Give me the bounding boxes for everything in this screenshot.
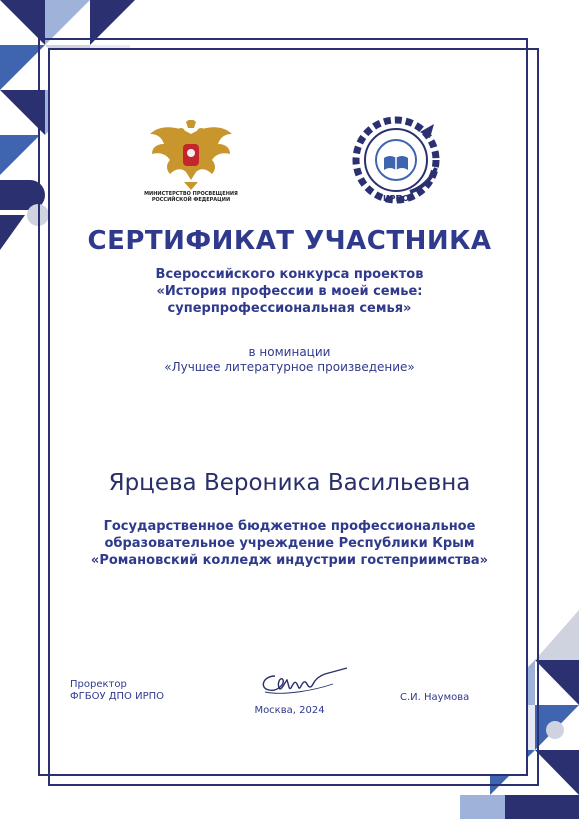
handwritten-signature	[255, 666, 350, 698]
contest-line-3: суперпрофессиональная семья»	[167, 301, 412, 316]
irpo-logo	[348, 112, 444, 208]
ministry-emblem-logo	[148, 120, 234, 192]
nomination-block	[0, 345, 579, 375]
org-line-2: образовательное учреждение Республики Крым	[104, 536, 475, 551]
place-date: Москва, 2024	[254, 705, 325, 716]
position-line-1: Проректор	[70, 679, 127, 690]
org-line-1: Государственное бюджетное профессиональное	[103, 519, 476, 534]
recipient-name: Ярцева Вероника Васильевна	[108, 470, 471, 496]
organization-block	[0, 518, 579, 569]
contest-line-1: Всероссийского конкурса проектов	[155, 267, 424, 282]
nomination-intro: в номинации	[248, 345, 331, 359]
nomination-name: «Лучшее литературное произведение»	[164, 360, 415, 374]
contest-line-2: «История профессии в моей семье:	[156, 284, 423, 299]
contest-block	[0, 266, 579, 317]
signer-position	[70, 679, 164, 703]
org-line-3: «Романовский колледж индустрии гостеприимства»	[90, 553, 489, 568]
ministry-line-1: МИНИСТЕРСТВО ПРОСВЕЩЕНИЯ	[144, 191, 238, 197]
certificate-title: СЕРТИФИКАТ УЧАСТНИКА	[87, 226, 492, 256]
irpo-abbr: ИРПО	[382, 194, 410, 203]
signer-name: С.И. Наумова	[400, 692, 470, 703]
ministry-caption	[136, 191, 246, 203]
position-line-2: ФГБОУ ДПО ИРПО	[70, 691, 164, 702]
ministry-line-2: РОССИЙСКОЙ ФЕДЕРАЦИИ	[151, 197, 231, 203]
